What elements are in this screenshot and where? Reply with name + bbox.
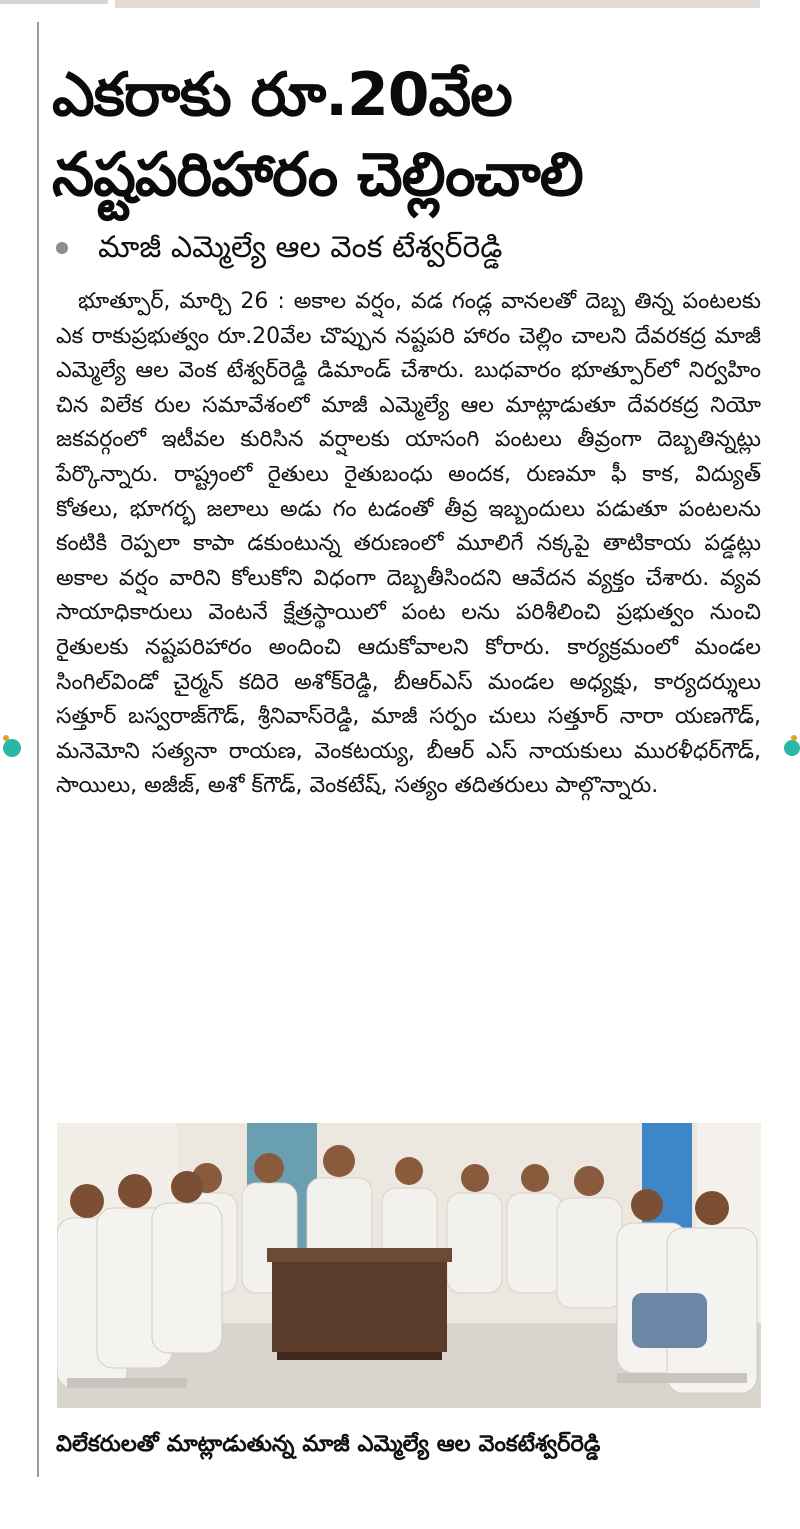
headline-line-2: నష్టపరిహారం చెల్లించాలి xyxy=(52,140,583,210)
article-photo xyxy=(57,1123,761,1408)
article-body: భూత్పూర్, మార్చి 26 : అకాల వర్షం, వడ గండ్ల వానలతో దెబ్బ తిన్న పంటలకు ఎక రాకుప్రభుత్వం రూ.20వేల చొప్పున నష్టపరి హారం చెల్లిం చాలని దేవరకద్ర మాజీ ఎమ్మెల్యే ఆల వెంక టేశ్వర్‌రెడ్డి డిమాండ్ చేశారు. బుధవారం భూత్పూర్‌లో నిర్వహిం చిన విలేక రుల సమావేశంలో మాజీ ఎమ్మెల్యే ఆల మాట్లాడుతూ దేవరకద్ర నియో జకవర్గంలో ఇటీవల కురిసిన వర్షాలకు యాసంగి పంటలు తీవ్రంగా దెబ్బతిన్నట్లు పేర్కొన్నారు. రాష్ట్రంలో రైతులు రైతుబంధు అందక, రుణమా ఫీ కాక, విద్యుత్ కోతలు, భూగర్భ జలాలు అడు గం టడంతో తీవ్ర ఇబ్బందులు పడుతూ పంటలను కంటికి రెప్పలా కాపా డకుంటున్న తరుణంలో మూలిగే నక్కపై తాటికాయ పడ్డట్లు అకాల వర్షం వారిని కోలుకోని విధంగా దెబ్బతీసిందని ఆవేదన వ్యక్తం చేశారు. వ్యవ సాయాధికారులు వెంటనే క్షేత్రస్థాయిలో పంట లను పరిశీలించి ప్రభుత్వం నుంచి రైతులకు నష్టపరిహారం అందించి ఆదుకోవాలని కోరారు. కార్యక్రమంలో మండల సింగిల్‌విండో చైర్మన్ కదిరె అశోక్‌రెడ్డి, బీఆర్ఎస్ మండల అధ్యక్షు, కార్యదర్శులు సత్తూర్ బస్వరాజ్‌గౌడ్, శ్రీనివాస్‌రెడ్డి, మాజీ సర్పం చులు సత్తూర్ నారా యణగౌడ్, మనెమోని సత్యనా రాయణ, వెంకటయ్య, బీఆర్ ఎస్ నాయకులు మురళీధర్‌గౌడ్, సాయిలు, అజీజ్, అశో క్‌గౌడ్, వెంకటేష్, సత్యం తదితరులు పాల్గొన్నారు. xyxy=(56,289,761,799)
meeting-photo-illustration xyxy=(57,1123,761,1408)
headline xyxy=(52,55,772,215)
subhead-text: మాజీ ఎమ్మెల్యే ఆల వెంక టేశ్వర్‌రెడ్డి xyxy=(98,230,503,265)
decorative-edge-icon-right xyxy=(782,728,800,768)
column-rule xyxy=(37,22,39,1477)
decorative-edge-icon-left xyxy=(0,728,22,768)
photo-caption: విలేకరులతో మాట్లాడుతున్న మాజీ ఎమ్మెల్యే ఆల వెంకటేశ్వర్‌రెడ్డి xyxy=(56,1431,601,1457)
top-left-strip xyxy=(0,0,108,4)
bullet-icon xyxy=(56,242,68,254)
subhead xyxy=(56,228,776,268)
headline-line-1: ఎకరాకు రూ.20వేల xyxy=(52,60,512,130)
top-header-strip xyxy=(115,0,760,8)
